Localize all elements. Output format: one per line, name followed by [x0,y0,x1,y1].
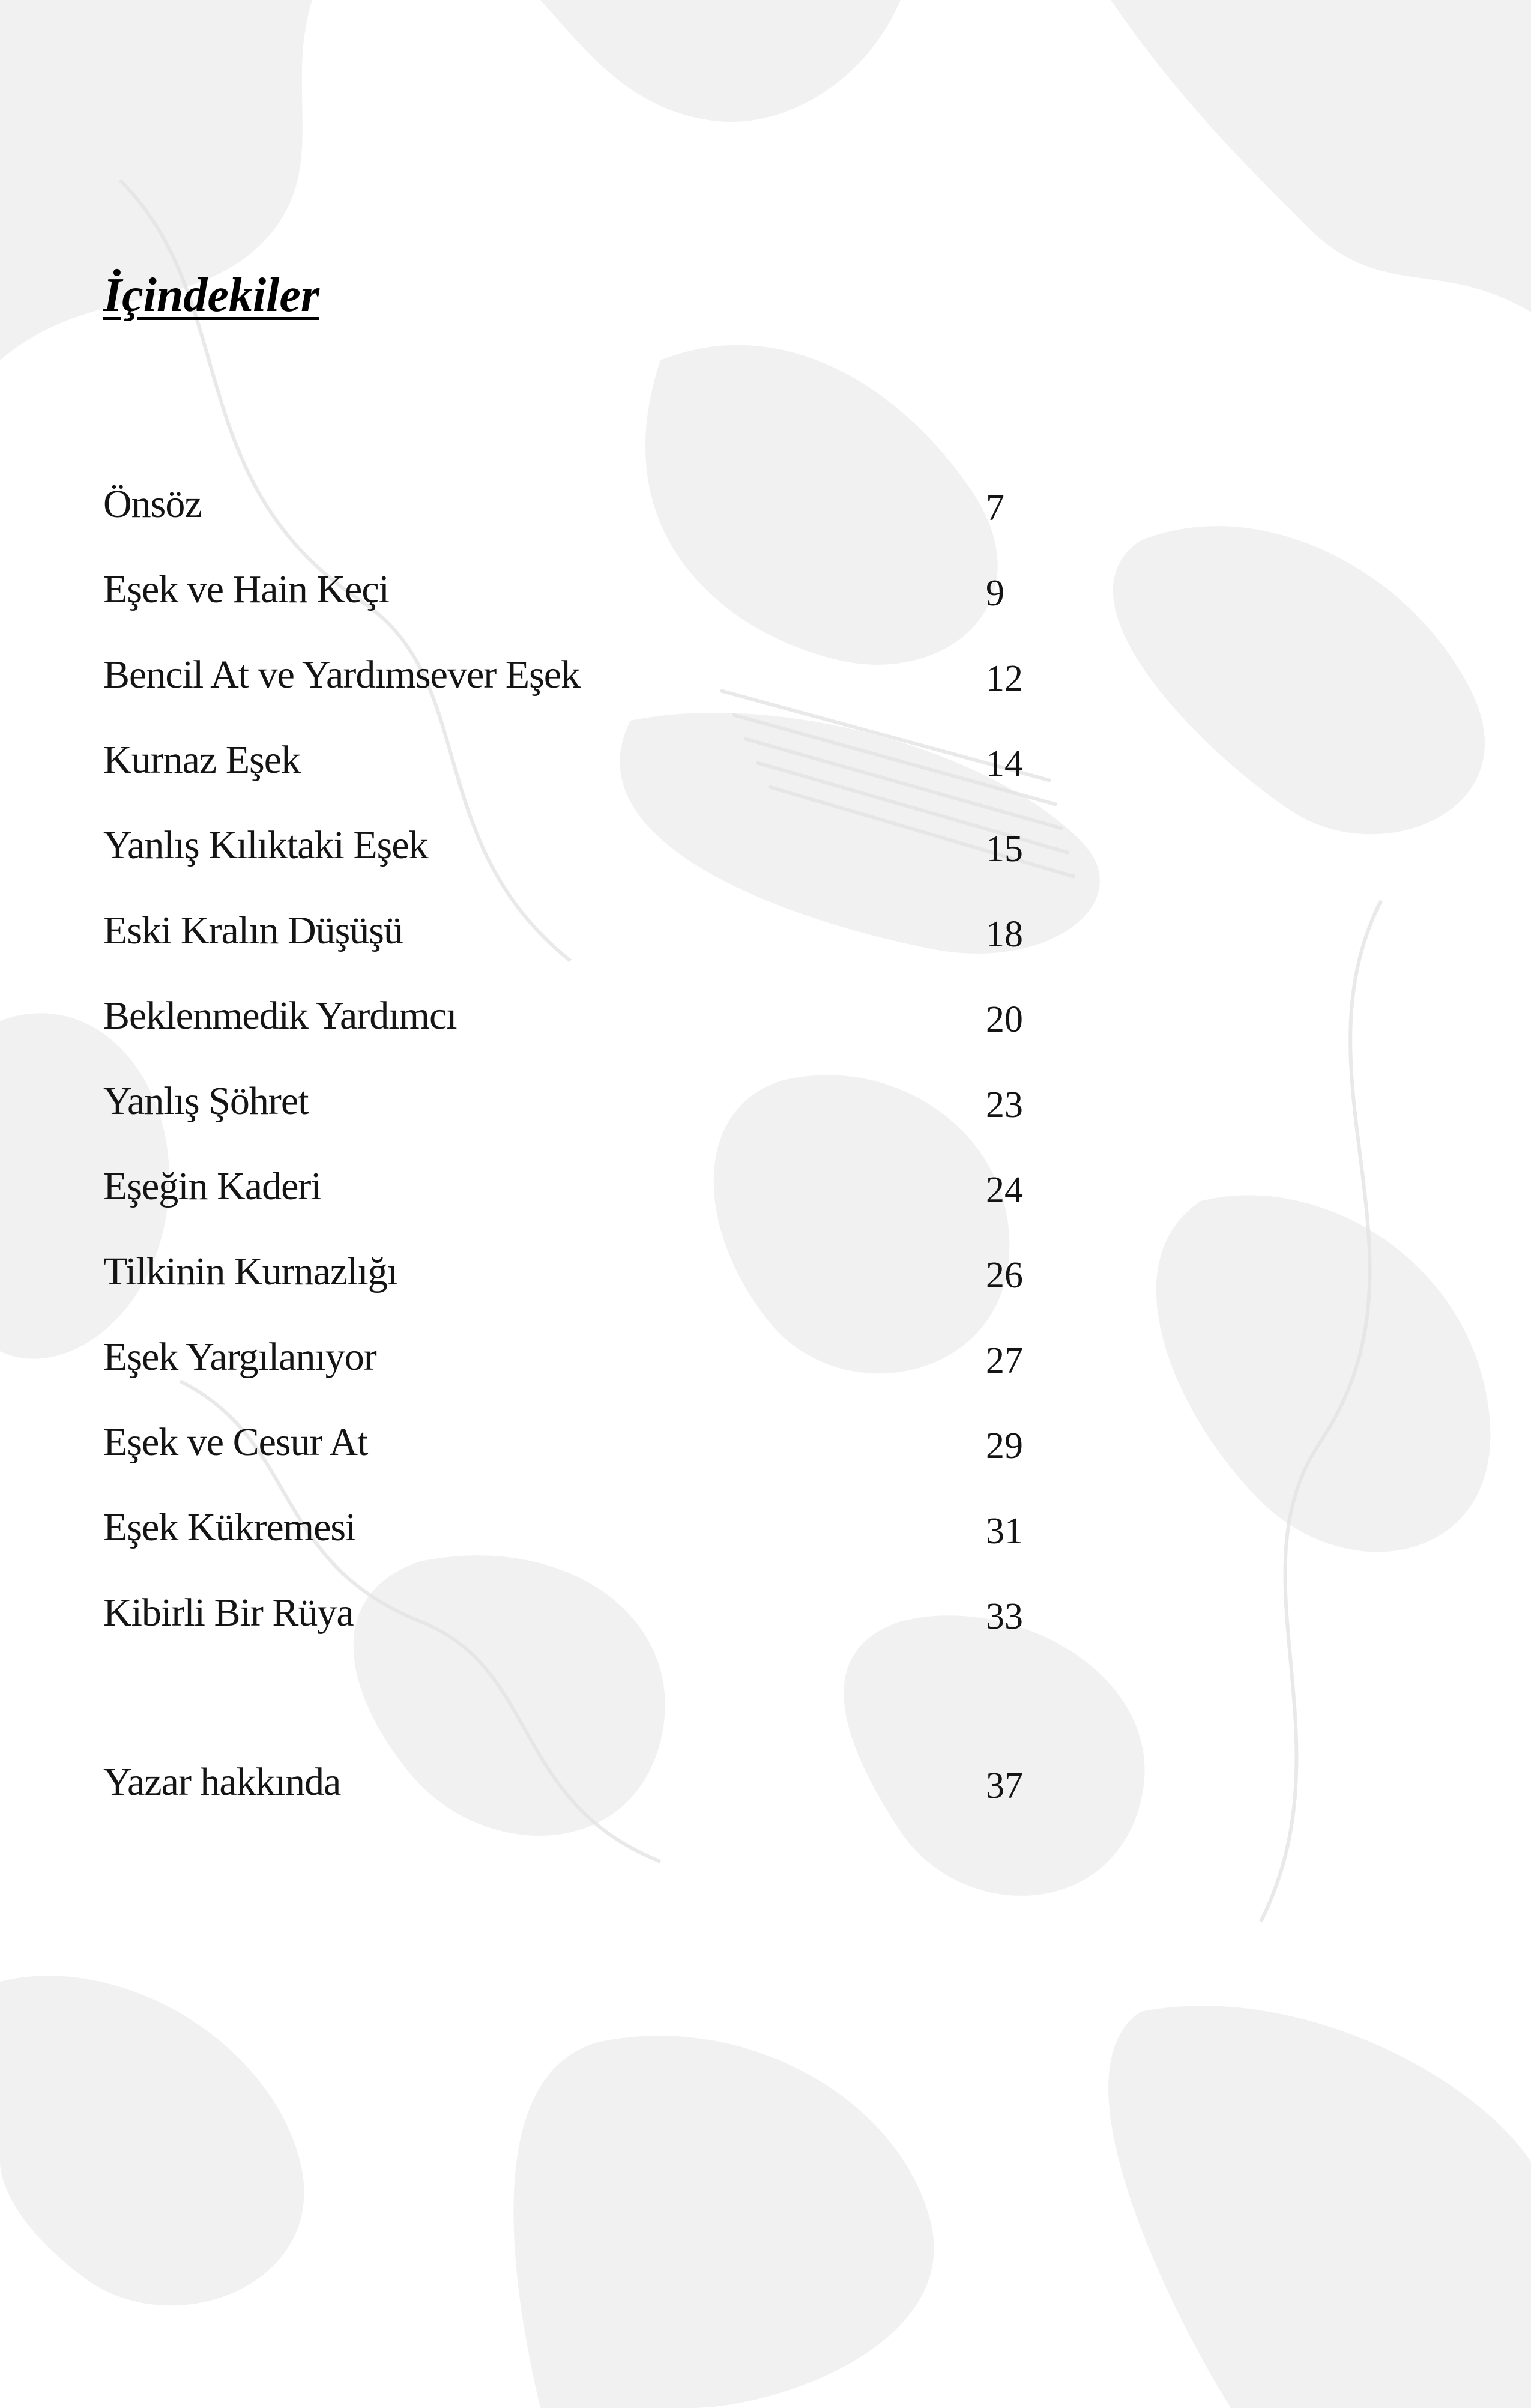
toc-entry [103,474,1028,534]
toc-entry-title: Yanlış Şöhret [103,1079,309,1123]
toc-entry [103,901,1028,961]
toc-entry [103,1242,1028,1302]
toc-entry-title: Yanlış Kılıktaki Eşek [103,823,428,867]
toc-entry-page: 14 [986,743,1023,784]
toc-entry-title: Eşek Kükremesi [103,1505,356,1549]
toc-entry-title: Önsöz [103,482,202,526]
toc-entry-page: 18 [986,914,1023,955]
toc-entry [103,1498,1028,1558]
toc-entry-page: 12 [986,658,1023,699]
toc-entry-page: 37 [986,1765,1023,1806]
page-title: İçindekiler [103,269,319,322]
toc-entry-page: 33 [986,1596,1023,1637]
toc-entry [103,815,1028,876]
toc-entry [103,986,1028,1046]
toc-entry [103,1157,1028,1217]
toc-entry [103,645,1028,705]
toc-entry [103,1071,1028,1131]
toc-entry-page: 29 [986,1426,1023,1466]
toc-entry-title: Eşek ve Hain Keçi [103,567,389,611]
toc-entry-title: Kibirli Bir Rüya [103,1591,354,1635]
toc-entry-title: Eşek Yargılanıyor [103,1335,376,1379]
toc-entry-page: 9 [986,573,1004,614]
toc-entry-page: 7 [986,488,1004,528]
toc-entry-title: Eski Kralın Düşüşü [103,909,403,952]
toc-entry-about-author [103,1752,1028,1812]
toc-entry-page: 20 [986,999,1023,1040]
toc-entry [103,560,1028,620]
toc-entry-title: Yazar hakkında [103,1760,341,1804]
toc-entry-page: 24 [986,1170,1023,1211]
toc-entry [103,1327,1028,1387]
toc-entry [103,730,1028,790]
toc-entry-page: 23 [986,1085,1023,1125]
toc-entry-page: 15 [986,829,1023,870]
toc-entry [103,1583,1028,1643]
toc-entry-title: Kurnaz Eşek [103,738,301,782]
toc-entry [103,1412,1028,1472]
toc-entry-title: Bencil At ve Yardımsever Eşek [103,653,581,697]
toc-entry-page: 31 [986,1511,1023,1552]
toc-entry-title: Eşeğin Kaderi [103,1164,321,1208]
toc-entry-page: 26 [986,1255,1023,1296]
toc-entry-page: 27 [986,1340,1023,1381]
toc-entry-title: Beklenmedik Yardımcı [103,994,457,1038]
toc-entry-title: Tilkinin Kurnazlığı [103,1250,398,1293]
toc-entry-title: Eşek ve Cesur At [103,1420,368,1464]
